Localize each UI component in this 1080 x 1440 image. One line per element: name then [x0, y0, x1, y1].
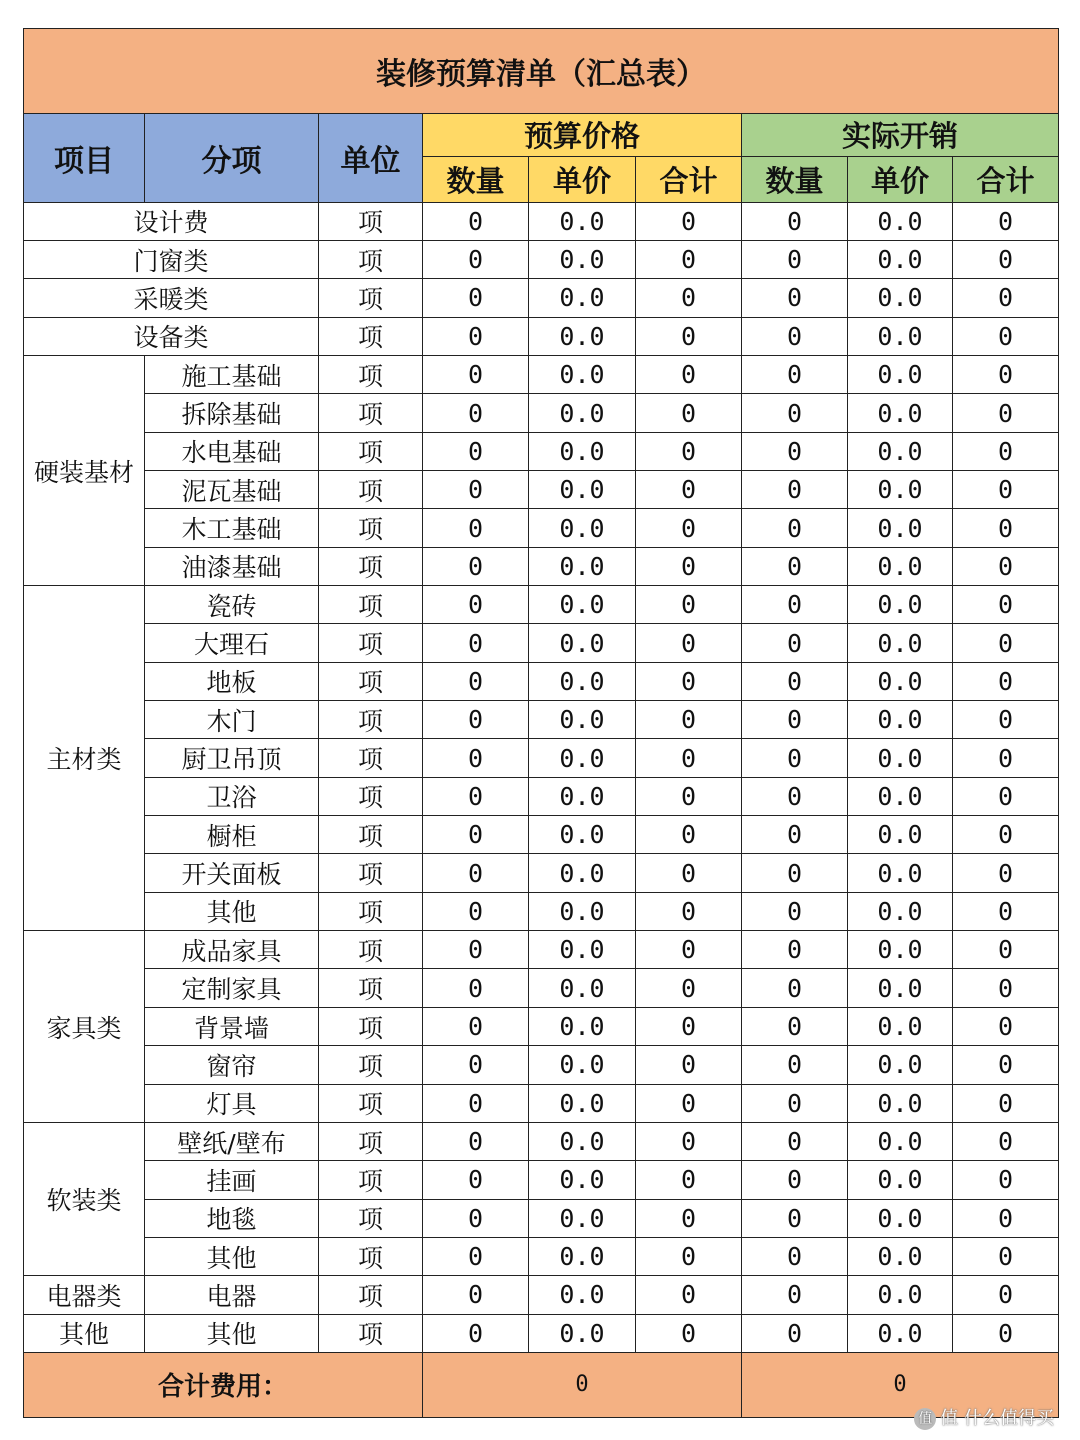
unit-cell: 项 [319, 816, 423, 854]
budget-sum-cell: 0 [636, 701, 742, 739]
budget-sum-cell: 0 [636, 624, 742, 662]
table-row [24, 509, 1059, 547]
budget-sum-cell: 0 [636, 279, 742, 317]
budget-qty-cell: 0 [423, 854, 529, 892]
actual-price-cell: 0.0 [848, 586, 953, 624]
budget-price-cell: 0.0 [529, 509, 636, 547]
budget-price-cell: 0.0 [529, 701, 636, 739]
actual-qty-cell: 0 [742, 662, 848, 700]
category-cell: 设计费 [24, 202, 319, 240]
budget-price-cell: 0.0 [529, 969, 636, 1007]
header-unit: 单位 [319, 113, 423, 202]
actual-qty-cell: 0 [742, 892, 848, 930]
budget-price-cell: 0.0 [529, 1122, 636, 1160]
subitem-cell: 木门 [145, 701, 319, 739]
actual-qty-cell: 0 [742, 701, 848, 739]
subitem-cell: 挂画 [145, 1161, 319, 1199]
category-cell: 主材类 [24, 586, 145, 931]
budget-price-cell: 0.0 [529, 355, 636, 393]
actual-price-cell: 0.0 [848, 854, 953, 892]
budget-sum-cell: 0 [636, 1046, 742, 1084]
actual-qty-cell: 0 [742, 1046, 848, 1084]
budget-qty-cell: 0 [423, 432, 529, 470]
actual-qty-cell: 0 [742, 202, 848, 240]
budget-price-cell: 0.0 [529, 624, 636, 662]
subitem-cell: 背景墙 [145, 1007, 319, 1045]
budget-qty-cell: 0 [423, 586, 529, 624]
actual-qty-cell: 0 [742, 1276, 848, 1314]
actual-price-cell: 0.0 [848, 355, 953, 393]
budget-qty-cell: 0 [423, 471, 529, 509]
unit-cell: 项 [319, 739, 423, 777]
actual-price-cell: 0.0 [848, 279, 953, 317]
actual-qty-cell: 0 [742, 1161, 848, 1199]
budget-sum-cell: 0 [636, 854, 742, 892]
actual-price-cell: 0.0 [848, 1122, 953, 1160]
actual-price-cell: 0.0 [848, 471, 953, 509]
actual-sum-cell: 0 [953, 777, 1059, 815]
watermark-text: 值 什么值得买 [940, 1408, 1054, 1429]
unit-cell: 项 [319, 969, 423, 1007]
actual-qty-cell: 0 [742, 432, 848, 470]
subitem-cell: 水电基础 [145, 432, 319, 470]
actual-price-cell: 0.0 [848, 1237, 953, 1275]
budget-qty-cell: 0 [423, 816, 529, 854]
table-row [24, 777, 1059, 815]
budget-price-cell: 0.0 [529, 432, 636, 470]
actual-sum-cell: 0 [953, 547, 1059, 585]
actual-sum-cell: 0 [953, 471, 1059, 509]
actual-sum-cell: 0 [953, 355, 1059, 393]
actual-sum-cell: 0 [953, 1237, 1059, 1275]
unit-cell: 项 [319, 547, 423, 585]
budget-sum-cell: 0 [636, 471, 742, 509]
zhi-logo-icon: 值 [914, 1408, 936, 1430]
budget-price-cell: 0.0 [529, 1161, 636, 1199]
actual-qty-cell: 0 [742, 854, 848, 892]
unit-cell: 项 [319, 1046, 423, 1084]
budget-qty-cell: 0 [423, 701, 529, 739]
actual-price-cell: 0.0 [848, 547, 953, 585]
header-actual-price: 单价 [848, 157, 953, 202]
actual-sum-cell: 0 [953, 662, 1059, 700]
subitem-cell: 灯具 [145, 1084, 319, 1122]
actual-qty-cell: 0 [742, 1007, 848, 1045]
total-actual-value: 0 [742, 1352, 1059, 1417]
actual-price-cell: 0.0 [848, 1007, 953, 1045]
actual-qty-cell: 0 [742, 547, 848, 585]
actual-sum-cell: 0 [953, 279, 1059, 317]
actual-qty-cell: 0 [742, 1199, 848, 1237]
subitem-cell: 其他 [145, 1314, 319, 1352]
actual-price-cell: 0.0 [848, 394, 953, 432]
budget-qty-cell: 0 [423, 662, 529, 700]
subitem-cell: 成品家具 [145, 931, 319, 969]
actual-qty-cell: 0 [742, 777, 848, 815]
budget-sum-cell: 0 [636, 240, 742, 278]
header-budget-group: 预算价格 [423, 113, 742, 156]
budget-price-cell: 0.0 [529, 1276, 636, 1314]
actual-price-cell: 0.0 [848, 624, 953, 662]
budget-sum-cell: 0 [636, 1007, 742, 1045]
budget-price-cell: 0.0 [529, 1007, 636, 1045]
table-row [24, 240, 1059, 278]
budget-qty-cell: 0 [423, 624, 529, 662]
budget-sum-cell: 0 [636, 739, 742, 777]
actual-qty-cell: 0 [742, 279, 848, 317]
budget-sum-cell: 0 [636, 1084, 742, 1122]
table-row [24, 1046, 1059, 1084]
actual-qty-cell: 0 [742, 1314, 848, 1352]
budget-qty-cell: 0 [423, 969, 529, 1007]
subitem-cell: 窗帘 [145, 1046, 319, 1084]
actual-sum-cell: 0 [953, 701, 1059, 739]
sheet-title: 装修预算清单（汇总表） [24, 29, 1059, 114]
budget-price-cell: 0.0 [529, 816, 636, 854]
actual-qty-cell: 0 [742, 816, 848, 854]
total-row [24, 1352, 1059, 1417]
table-row [24, 202, 1059, 240]
category-cell: 电器类 [24, 1276, 145, 1314]
budget-sum-cell: 0 [636, 394, 742, 432]
budget-price-cell: 0.0 [529, 202, 636, 240]
table-row [24, 547, 1059, 585]
subitem-cell: 电器 [145, 1276, 319, 1314]
actual-qty-cell: 0 [742, 739, 848, 777]
unit-cell: 项 [319, 355, 423, 393]
actual-sum-cell: 0 [953, 969, 1059, 1007]
header-actual-sum: 合计 [953, 157, 1059, 202]
actual-sum-cell: 0 [953, 1046, 1059, 1084]
table-row [24, 1237, 1059, 1275]
header-actual-group: 实际开销 [742, 113, 1059, 156]
budget-qty-cell: 0 [423, 240, 529, 278]
table-row [24, 816, 1059, 854]
subitem-cell: 卫浴 [145, 777, 319, 815]
budget-qty-cell: 0 [423, 394, 529, 432]
header-budget-price: 单价 [529, 157, 636, 202]
budget-sum-cell: 0 [636, 816, 742, 854]
category-cell: 设备类 [24, 317, 319, 355]
budget-price-cell: 0.0 [529, 1314, 636, 1352]
actual-sum-cell: 0 [953, 1007, 1059, 1045]
unit-cell: 项 [319, 931, 423, 969]
table-row [24, 1007, 1059, 1045]
budget-table [23, 28, 1059, 1418]
subitem-cell: 施工基础 [145, 355, 319, 393]
unit-cell: 项 [319, 662, 423, 700]
unit-cell: 项 [319, 1161, 423, 1199]
budget-price-cell: 0.0 [529, 279, 636, 317]
budget-qty-cell: 0 [423, 892, 529, 930]
table-row [24, 355, 1059, 393]
subitem-cell: 开关面板 [145, 854, 319, 892]
budget-qty-cell: 0 [423, 547, 529, 585]
budget-sum-cell: 0 [636, 547, 742, 585]
budget-qty-cell: 0 [423, 931, 529, 969]
table-row [24, 471, 1059, 509]
category-cell: 其他 [24, 1314, 145, 1352]
actual-price-cell: 0.0 [848, 662, 953, 700]
unit-cell: 项 [319, 1007, 423, 1045]
subitem-cell: 油漆基础 [145, 547, 319, 585]
unit-cell: 项 [319, 471, 423, 509]
table-row [24, 624, 1059, 662]
actual-qty-cell: 0 [742, 317, 848, 355]
header-budget-sum: 合计 [636, 157, 742, 202]
budget-qty-cell: 0 [423, 509, 529, 547]
table-row [24, 279, 1059, 317]
actual-sum-cell: 0 [953, 931, 1059, 969]
actual-sum-cell: 0 [953, 1314, 1059, 1352]
budget-qty-cell: 0 [423, 317, 529, 355]
budget-qty-cell: 0 [423, 777, 529, 815]
actual-sum-cell: 0 [953, 202, 1059, 240]
table-row [24, 1084, 1059, 1122]
budget-sum-cell: 0 [636, 1199, 742, 1237]
actual-price-cell: 0.0 [848, 317, 953, 355]
subitem-cell: 其他 [145, 1237, 319, 1275]
actual-price-cell: 0.0 [848, 931, 953, 969]
subitem-cell: 泥瓦基础 [145, 471, 319, 509]
budget-price-cell: 0.0 [529, 1084, 636, 1122]
budget-sum-cell: 0 [636, 202, 742, 240]
budget-price-cell: 0.0 [529, 892, 636, 930]
actual-price-cell: 0.0 [848, 892, 953, 930]
budget-price-cell: 0.0 [529, 931, 636, 969]
budget-sum-cell: 0 [636, 1161, 742, 1199]
budget-sum-cell: 0 [636, 586, 742, 624]
budget-qty-cell: 0 [423, 279, 529, 317]
unit-cell: 项 [319, 1276, 423, 1314]
table-row [24, 701, 1059, 739]
actual-sum-cell: 0 [953, 624, 1059, 662]
budget-sum-cell: 0 [636, 1276, 742, 1314]
actual-price-cell: 0.0 [848, 1161, 953, 1199]
budget-sum-cell: 0 [636, 317, 742, 355]
actual-sum-cell: 0 [953, 317, 1059, 355]
actual-price-cell: 0.0 [848, 739, 953, 777]
subitem-cell: 其他 [145, 892, 319, 930]
budget-price-cell: 0.0 [529, 739, 636, 777]
unit-cell: 项 [319, 854, 423, 892]
budget-price-cell: 0.0 [529, 586, 636, 624]
budget-sum-cell: 0 [636, 892, 742, 930]
table-row [24, 432, 1059, 470]
budget-qty-cell: 0 [423, 1161, 529, 1199]
category-cell: 门窗类 [24, 240, 319, 278]
budget-price-cell: 0.0 [529, 1199, 636, 1237]
actual-price-cell: 0.0 [848, 1314, 953, 1352]
actual-sum-cell: 0 [953, 739, 1059, 777]
table-row [24, 1276, 1059, 1314]
budget-price-cell: 0.0 [529, 547, 636, 585]
actual-qty-cell: 0 [742, 1237, 848, 1275]
actual-qty-cell: 0 [742, 931, 848, 969]
budget-qty-cell: 0 [423, 1199, 529, 1237]
budget-sum-cell: 0 [636, 509, 742, 547]
actual-price-cell: 0.0 [848, 1276, 953, 1314]
unit-cell: 项 [319, 1084, 423, 1122]
table-row [24, 739, 1059, 777]
actual-sum-cell: 0 [953, 892, 1059, 930]
budget-sum-cell: 0 [636, 1237, 742, 1275]
budget-qty-cell: 0 [423, 202, 529, 240]
budget-qty-cell: 0 [423, 1084, 529, 1122]
unit-cell: 项 [319, 1314, 423, 1352]
actual-qty-cell: 0 [742, 1122, 848, 1160]
unit-cell: 项 [319, 240, 423, 278]
category-cell: 硬装基材 [24, 355, 145, 585]
budget-price-cell: 0.0 [529, 394, 636, 432]
budget-sum-cell: 0 [636, 432, 742, 470]
table-row [24, 1161, 1059, 1199]
actual-sum-cell: 0 [953, 1084, 1059, 1122]
actual-qty-cell: 0 [742, 624, 848, 662]
subitem-cell: 木工基础 [145, 509, 319, 547]
budget-sum-cell: 0 [636, 777, 742, 815]
unit-cell: 项 [319, 317, 423, 355]
actual-qty-cell: 0 [742, 355, 848, 393]
actual-price-cell: 0.0 [848, 240, 953, 278]
unit-cell: 项 [319, 701, 423, 739]
budget-qty-cell: 0 [423, 1276, 529, 1314]
subitem-cell: 拆除基础 [145, 394, 319, 432]
unit-cell: 项 [319, 509, 423, 547]
subitem-cell: 瓷砖 [145, 586, 319, 624]
total-label: 合计费用： [24, 1352, 423, 1417]
unit-cell: 项 [319, 432, 423, 470]
unit-cell: 项 [319, 202, 423, 240]
subitem-cell: 地毯 [145, 1199, 319, 1237]
header-budget-qty: 数量 [423, 157, 529, 202]
actual-sum-cell: 0 [953, 816, 1059, 854]
unit-cell: 项 [319, 1199, 423, 1237]
unit-cell: 项 [319, 394, 423, 432]
category-cell: 软装类 [24, 1122, 145, 1275]
table-row [24, 931, 1059, 969]
budget-price-cell: 0.0 [529, 317, 636, 355]
actual-price-cell: 0.0 [848, 1199, 953, 1237]
header-subitem: 分项 [145, 113, 319, 202]
budget-price-cell: 0.0 [529, 854, 636, 892]
table-row [24, 662, 1059, 700]
actual-sum-cell: 0 [953, 1199, 1059, 1237]
actual-price-cell: 0.0 [848, 969, 953, 1007]
budget-qty-cell: 0 [423, 1314, 529, 1352]
budget-price-cell: 0.0 [529, 662, 636, 700]
subitem-cell: 厨卫吊顶 [145, 739, 319, 777]
total-budget-value: 0 [423, 1352, 742, 1417]
unit-cell: 项 [319, 1122, 423, 1160]
actual-sum-cell: 0 [953, 240, 1059, 278]
actual-price-cell: 0.0 [848, 1046, 953, 1084]
table-row [24, 317, 1059, 355]
budget-qty-cell: 0 [423, 1007, 529, 1045]
budget-price-cell: 0.0 [529, 1046, 636, 1084]
subitem-cell: 大理石 [145, 624, 319, 662]
budget-sum-cell: 0 [636, 931, 742, 969]
budget-qty-cell: 0 [423, 1122, 529, 1160]
budget-sum-cell: 0 [636, 355, 742, 393]
budget-sum-cell: 0 [636, 1122, 742, 1160]
unit-cell: 项 [319, 624, 423, 662]
table-row [24, 892, 1059, 930]
actual-sum-cell: 0 [953, 586, 1059, 624]
table-row [24, 969, 1059, 1007]
unit-cell: 项 [319, 892, 423, 930]
actual-sum-cell: 0 [953, 509, 1059, 547]
actual-sum-cell: 0 [953, 1122, 1059, 1160]
budget-sum-cell: 0 [636, 1314, 742, 1352]
unit-cell: 项 [319, 777, 423, 815]
unit-cell: 项 [319, 586, 423, 624]
subitem-cell: 地板 [145, 662, 319, 700]
header-actual-qty: 数量 [742, 157, 848, 202]
table-row [24, 586, 1059, 624]
actual-price-cell: 0.0 [848, 432, 953, 470]
actual-price-cell: 0.0 [848, 777, 953, 815]
budget-price-cell: 0.0 [529, 777, 636, 815]
actual-qty-cell: 0 [742, 471, 848, 509]
budget-qty-cell: 0 [423, 739, 529, 777]
budget-price-cell: 0.0 [529, 471, 636, 509]
category-cell: 采暖类 [24, 279, 319, 317]
actual-qty-cell: 0 [742, 240, 848, 278]
actual-sum-cell: 0 [953, 854, 1059, 892]
budget-price-cell: 0.0 [529, 240, 636, 278]
actual-qty-cell: 0 [742, 394, 848, 432]
actual-qty-cell: 0 [742, 586, 848, 624]
actual-price-cell: 0.0 [848, 202, 953, 240]
header-item: 项目 [24, 113, 145, 202]
unit-cell: 项 [319, 279, 423, 317]
category-cell: 家具类 [24, 931, 145, 1123]
actual-qty-cell: 0 [742, 509, 848, 547]
budget-price-cell: 0.0 [529, 1237, 636, 1275]
table-row [24, 1122, 1059, 1160]
table-row [24, 1314, 1059, 1352]
unit-cell: 项 [319, 1237, 423, 1275]
actual-qty-cell: 0 [742, 1084, 848, 1122]
actual-price-cell: 0.0 [848, 816, 953, 854]
budget-qty-cell: 0 [423, 1237, 529, 1275]
watermark [914, 1404, 1054, 1430]
table-row [24, 394, 1059, 432]
budget-sum-cell: 0 [636, 969, 742, 1007]
actual-price-cell: 0.0 [848, 701, 953, 739]
actual-sum-cell: 0 [953, 394, 1059, 432]
subitem-cell: 壁纸/壁布 [145, 1122, 319, 1160]
actual-sum-cell: 0 [953, 1276, 1059, 1314]
subitem-cell: 橱柜 [145, 816, 319, 854]
actual-qty-cell: 0 [742, 969, 848, 1007]
actual-sum-cell: 0 [953, 1161, 1059, 1199]
actual-price-cell: 0.0 [848, 1084, 953, 1122]
budget-qty-cell: 0 [423, 355, 529, 393]
budget-sum-cell: 0 [636, 662, 742, 700]
subitem-cell: 定制家具 [145, 969, 319, 1007]
actual-sum-cell: 0 [953, 432, 1059, 470]
actual-price-cell: 0.0 [848, 509, 953, 547]
table-row [24, 854, 1059, 892]
budget-qty-cell: 0 [423, 1046, 529, 1084]
table-row [24, 1199, 1059, 1237]
